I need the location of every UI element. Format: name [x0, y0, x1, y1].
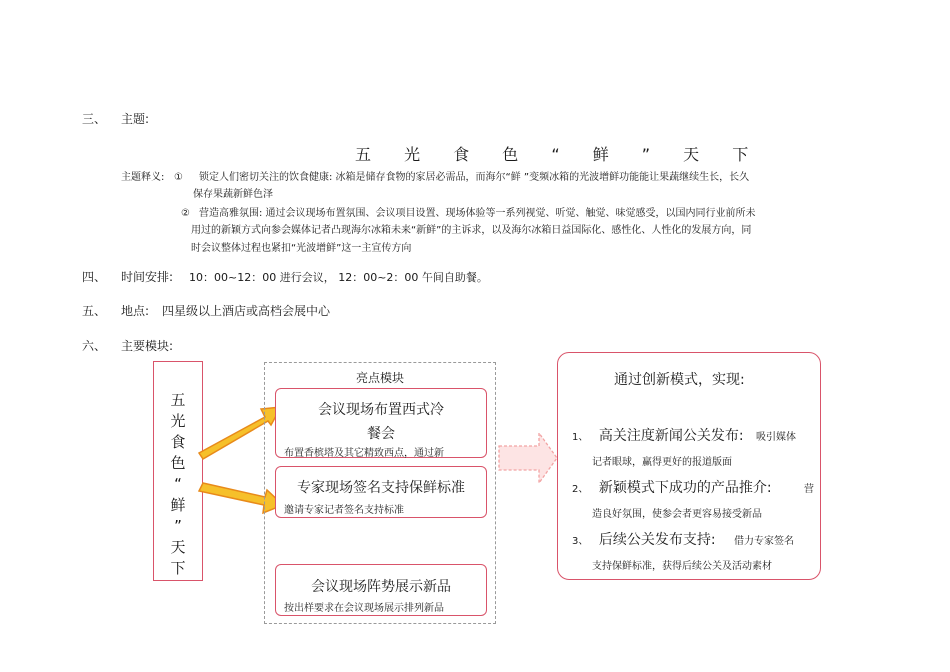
result-item-2: [572, 477, 814, 497]
result-item-desc-inline: 借力专家签名: [734, 536, 794, 547]
section-four-label: 时间安排:: [121, 270, 174, 284]
module-desc: 按出样要求在会议现场展示排列新品: [284, 603, 444, 614]
result-item-desc-line2: 记者眼球，赢得更好的报道版面: [592, 457, 732, 468]
result-item-desc-line2: 造良好氛围，使参会者更容易接受新品: [592, 509, 762, 520]
module-title-line1: 会议现场阵势展示新品: [311, 579, 451, 595]
item1-line2: 保存果蔬新鲜色泽: [193, 189, 273, 200]
result-heading: 通过创新模式，实现:: [614, 372, 745, 388]
section-six-number: 六、: [82, 339, 107, 353]
module-title-line2: 餐会: [367, 426, 395, 442]
section-five-number: 五、: [82, 304, 107, 318]
result-item-title: 高关注度新闻公关发布:: [598, 428, 744, 444]
item2-line2: 用过的新颖方式向参会媒体记者凸现海尔冰箱未来“新鲜”的主诉求，以及海尔冰箱日益国际化、感性化、人性化的发展方向，同: [191, 225, 752, 236]
item2-line1: 营造高雅氛围: 通过会议现场布置氛围、会议项目设置、现场体验等一系列视觉、听觉、触觉、味觉感受，以国内同行业前所未: [199, 208, 756, 219]
module-title-line1: 会议现场布置西式冷: [318, 402, 444, 418]
result-item-num: 1、: [572, 432, 589, 443]
item2-marker: ②: [181, 208, 190, 219]
result-item-desc-inline: 吸引媒体: [756, 432, 796, 443]
item1-marker: ①: [174, 172, 183, 183]
theme-char: ”: [174, 517, 182, 535]
theme-char: 食: [170, 433, 186, 451]
dashed-arrow-svg: [497, 431, 559, 485]
section-five-value: 四星级以上酒店或高档会展中心: [162, 304, 331, 318]
section-four-value: 10：00~12：00 进行会议， 12：00~2：00 午间自助餐。: [189, 271, 488, 284]
result-item-desc-inline: 营: [804, 484, 814, 495]
module-box-product-display: [275, 564, 487, 616]
section-six-label: 主要模块:: [121, 339, 174, 353]
item2-line3: 时会议整体过程也紧扣“光波增鲜”这一主宣传方向: [191, 243, 412, 254]
module-desc: 布置香槟塔及其它精致西点，通过新: [284, 448, 444, 459]
module-title-line1: 专家现场签名支持保鲜标准: [297, 480, 465, 496]
section-five-label: 地点:: [121, 304, 150, 318]
result-box: [557, 352, 821, 580]
result-item-num: 2、: [572, 484, 589, 495]
section-three-number: 三、: [82, 112, 107, 126]
theme-char: 光: [170, 412, 186, 430]
theme-char: 五: [170, 391, 186, 409]
module-box-expert-signing: [275, 466, 487, 518]
highlight-module-title: 亮点模块: [355, 371, 404, 385]
module-box-cold-buffet: [275, 388, 487, 458]
module-desc: 邀请专家记者签名支持标准: [284, 505, 404, 516]
result-item-num: 3、: [572, 536, 589, 547]
theme-title: 五 光 食 色 “ 鲜 ” 天 下: [355, 145, 763, 164]
section-three-label: 主题:: [121, 112, 150, 126]
right-arrow-icon: [499, 433, 557, 483]
section-four-number: 四、: [82, 270, 107, 284]
theme-char: 色: [170, 454, 186, 472]
result-item-title: 新颖模式下成功的产品推介:: [598, 480, 772, 496]
result-item-desc-line2: 支持保鲜标准，获得后续公关及活动素材: [592, 561, 772, 572]
theme-char: “: [174, 475, 182, 493]
result-item-title: 后续公关发布支持:: [598, 532, 716, 548]
theme-char: 下: [170, 559, 186, 577]
theme-char: 天: [170, 538, 186, 556]
result-item-3: [572, 529, 794, 549]
result-item-1: [572, 425, 796, 445]
theme-explain-label: 主题释义:: [121, 172, 165, 183]
item1-line1: 锁定人们密切关注的饮食健康: 冰箱是储存食物的家居必需品，而海尔“鲜 ”变频冰箱的光波增鲜功能能让果蔬继续生长，长久: [199, 172, 750, 183]
theme-char: 鲜: [170, 496, 186, 514]
